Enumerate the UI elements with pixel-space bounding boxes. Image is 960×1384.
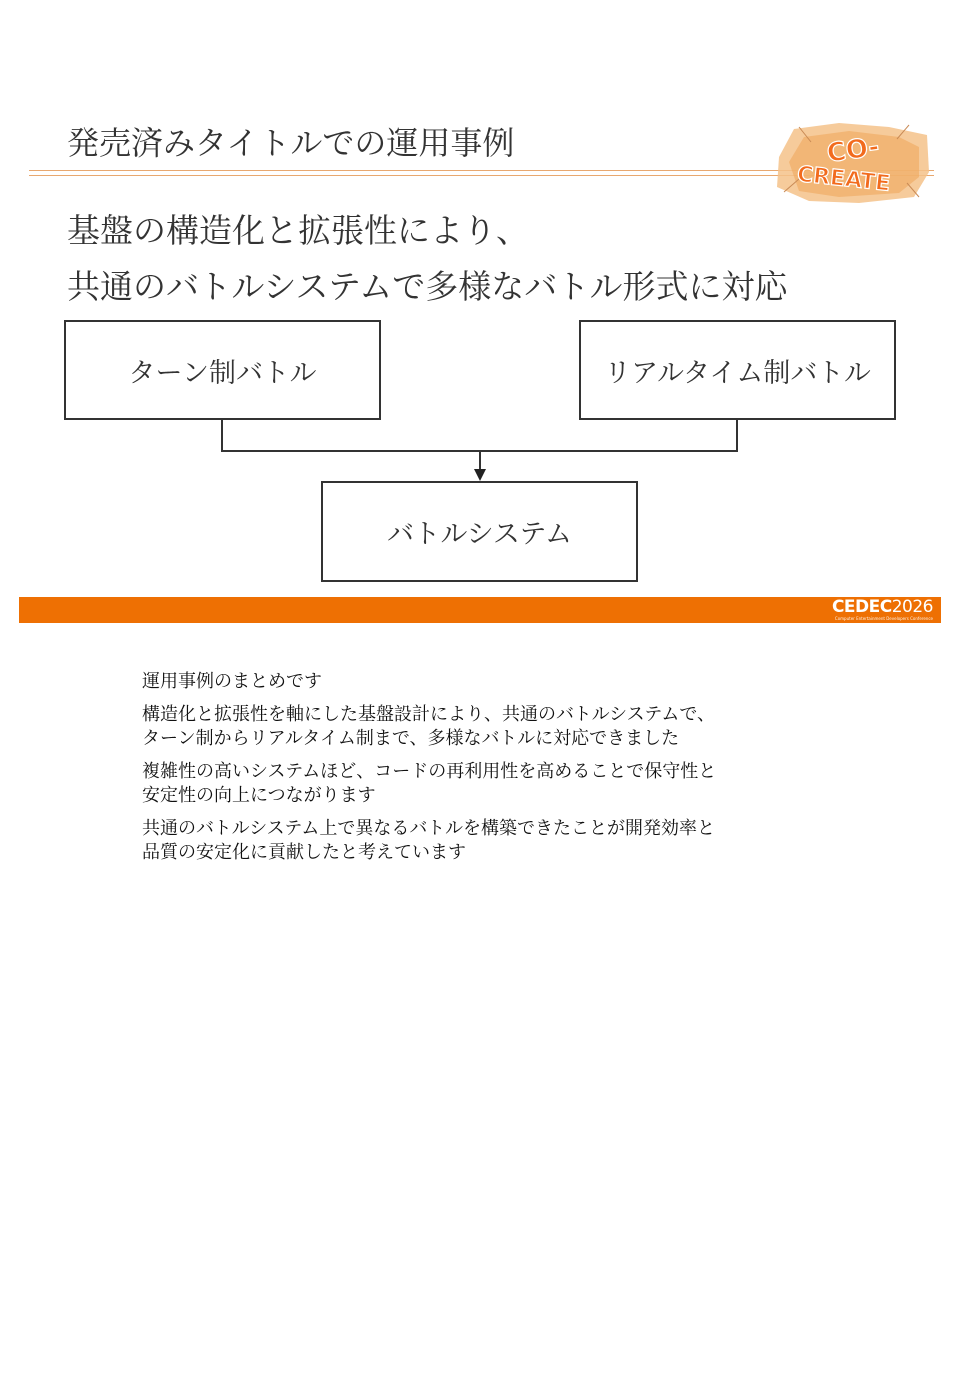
logo-text-co: CO- (824, 131, 882, 169)
turn-based-battle-box: ターン制バトル (64, 320, 381, 420)
cedec-subtitle: Computer Entertainment Developers Conference (834, 616, 933, 621)
battle-system-box: バトルシステム (321, 481, 638, 582)
note-line: 構造化と拡張性を軸にした基盤設計により、共通のバトルシステムで、 ターン制からリアルタイム制まで、多様なバトルに対応できました (142, 704, 716, 749)
slide-title: 発売済みタイトルでの運用事例 (67, 124, 515, 162)
headline (67, 203, 788, 315)
cedec-brand: CEDEC (831, 597, 892, 617)
headline-line-1: 基盤の構造化と拡張性により、 (67, 211, 529, 250)
arrow-down-icon (474, 469, 486, 481)
speaker-notes (142, 670, 842, 874)
cedec-year: 2026 (891, 597, 933, 617)
connector-line (222, 420, 737, 451)
note-line: 共通のバトルシステム上で異なるバトルを構築できたことが開発効率と 品質の安定化に貢献したと考えています (142, 818, 716, 863)
co-create-logo (769, 117, 935, 207)
slide (19, 95, 941, 623)
realtime-battle-box: リアルタイム制バトル (579, 320, 896, 420)
footer-bar (19, 597, 941, 623)
cedec-logo (832, 599, 933, 621)
note-line: 複雑性の高いシステムほど、コードの再利用性を高めることで保守性と 安定性の向上につながります (142, 761, 717, 806)
logo-text-create: CREATE (795, 162, 892, 197)
note-line: 運用事例のまとめです (142, 671, 322, 692)
headline-line-2: 共通のバトルシステムで多様なバトル形式に対応 (67, 267, 788, 306)
